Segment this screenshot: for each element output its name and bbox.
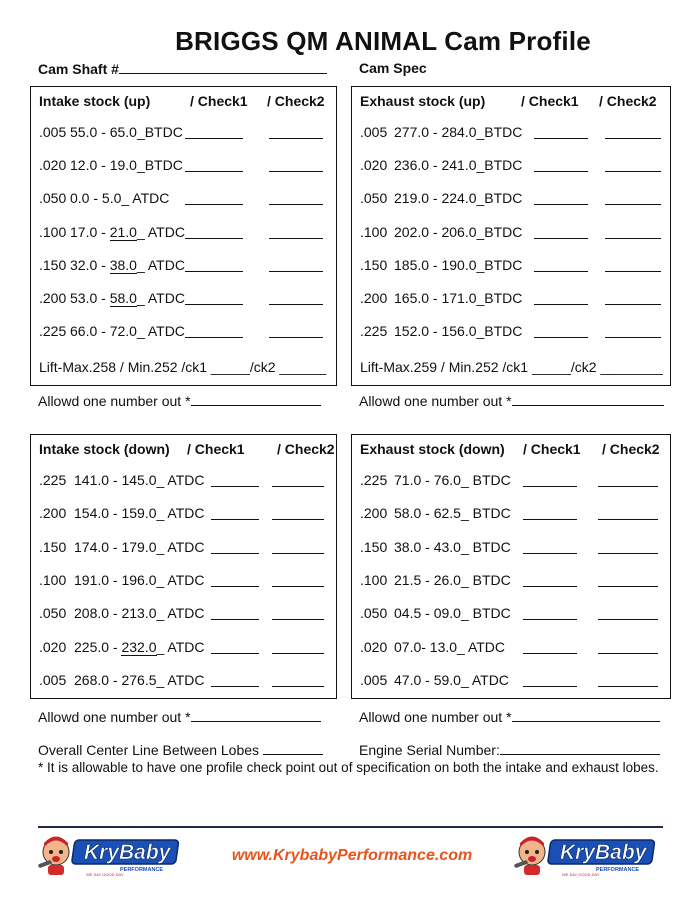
lift-point: .225 (39, 472, 67, 488)
allowed-out-exhaust-down: Allowd one number out * (359, 708, 660, 725)
degree-range: 277.0 - 284.0_BTDC (394, 124, 523, 140)
allowed-out-exhaust-up: Allowd one number out * (359, 392, 664, 409)
check1-blank[interactable] (185, 157, 243, 172)
check1-blank[interactable] (211, 539, 259, 554)
check1-blank[interactable] (523, 639, 577, 654)
check2-blank[interactable] (598, 472, 658, 487)
check2-blank[interactable] (269, 290, 323, 305)
lift-point: .005 (39, 671, 67, 688)
check2-blank[interactable] (598, 505, 658, 520)
check1-blank[interactable] (211, 472, 259, 487)
lift-point: .100 (39, 571, 67, 588)
degree-range: 55.0 - 65.0_BTDC (70, 124, 183, 140)
allowed-out-intake-down: Allowd one number out * (38, 708, 321, 725)
degree-range: 185.0 - 190.0_BTDC (394, 256, 523, 273)
degree-range: 66.0 - 72.0_ ATDC (70, 323, 185, 340)
degree-range: 174.0 - 179.0_ ATDC (74, 538, 205, 555)
check1-blank[interactable] (211, 505, 259, 520)
spec-row (360, 539, 655, 557)
check1-blank[interactable] (185, 290, 243, 305)
spec-row (39, 290, 334, 308)
spec-row (360, 323, 655, 341)
lift-point: .005 (39, 124, 67, 140)
check2-blank[interactable] (272, 639, 324, 654)
check1-blank[interactable] (534, 323, 588, 338)
serial-field: Engine Serial Number: (359, 741, 660, 758)
check1-blank[interactable] (523, 672, 577, 687)
check2-blank[interactable] (605, 224, 661, 239)
check1-blank[interactable] (534, 257, 588, 272)
check1-blank[interactable] (211, 672, 259, 687)
exhaust-up-header (360, 93, 657, 109)
degree-range: 202.0 - 206.0_BTDC (394, 223, 523, 240)
lift-point: .225 (360, 472, 388, 488)
camshaft-label: Cam Shaft # (38, 61, 119, 77)
check1-blank[interactable] (534, 124, 588, 139)
degree-range: 38.0 - 43.0_ BTDC (394, 538, 511, 555)
check2-blank[interactable] (605, 190, 661, 205)
check1-header: / Check1 (521, 93, 579, 109)
check1-blank[interactable] (185, 257, 243, 272)
allowed-blank[interactable] (512, 392, 664, 406)
lift-point: .150 (360, 538, 388, 555)
check1-blank[interactable] (185, 224, 243, 239)
lift-point: .200 (360, 505, 388, 522)
degree-range: 32.0 - 38.0_ ATDC (70, 256, 185, 273)
website-link[interactable]: www.KrybabyPerformance.com (231, 847, 473, 864)
svg-text:WE SAY GOOD DAY: WE SAY GOOD DAY (562, 872, 600, 877)
degree-range: 208.0 - 213.0_ ATDC (74, 605, 205, 622)
lift-point: .005 (360, 124, 388, 140)
degree-range: 07.0- 13.0_ ATDC (394, 638, 506, 655)
krybaby-logo-right (512, 832, 662, 878)
check2-blank[interactable] (272, 572, 324, 587)
check1-blank[interactable] (534, 190, 588, 205)
check1-blank[interactable] (185, 190, 243, 205)
check2-header: / Check2 (267, 93, 325, 109)
svg-text:WE SAY GOOD DAY: WE SAY GOOD DAY (86, 872, 124, 877)
check2-blank[interactable] (605, 157, 661, 172)
lift-point: .100 (360, 571, 388, 588)
check2-blank[interactable] (598, 572, 658, 587)
spec-row (39, 639, 334, 657)
spec-row (360, 672, 655, 690)
page-title: BRIGGS QM ANIMAL Cam Profile (175, 26, 591, 56)
degree-range: 21.5 - 26.0_ BTDC (394, 571, 511, 588)
lift-point: .150 (39, 256, 67, 273)
check1-blank[interactable] (211, 605, 259, 620)
camshaft-field (38, 60, 327, 77)
check1-blank[interactable] (523, 605, 577, 620)
check2-blank[interactable] (598, 672, 658, 687)
check1-blank[interactable] (211, 639, 259, 654)
spec-row (39, 257, 334, 275)
degree-range: 0.0 - 5.0_ ATDC (70, 190, 170, 207)
check1-blank[interactable] (523, 472, 577, 487)
spec-row (360, 572, 655, 590)
intake-up-title: Intake stock (up) (39, 93, 151, 109)
check2-blank[interactable] (605, 323, 661, 338)
intake-down-header (39, 441, 335, 457)
exhaust-up-box (351, 86, 671, 386)
spec-row (360, 124, 655, 142)
lift-point: .020 (39, 157, 67, 174)
svg-text:PERFORMANCE: PERFORMANCE (596, 867, 640, 873)
centerline-field: Overall Center Line Between Lobes (38, 741, 323, 758)
check1-blank[interactable] (523, 539, 577, 554)
intake-down-box (30, 434, 337, 699)
spec-row (360, 190, 655, 208)
check2-blank[interactable] (598, 639, 658, 654)
lift-point: .050 (39, 190, 67, 207)
check2-blank[interactable] (269, 323, 323, 338)
spec-row (39, 505, 334, 523)
degree-range: 04.5 - 09.0_ BTDC (394, 605, 511, 622)
check1-blank[interactable] (534, 290, 588, 305)
degree-range: 219.0 - 224.0_BTDC (394, 190, 523, 207)
degree-range: 225.0 - 232.0_ ATDC (74, 638, 205, 655)
spec-row (360, 224, 655, 242)
spec-row (39, 539, 334, 557)
lift-point: .050 (360, 605, 388, 622)
degree-range: 165.0 - 171.0_BTDC (394, 290, 523, 306)
spec-row (39, 572, 334, 590)
allowed-blank[interactable] (512, 708, 660, 722)
degree-range: 141.0 - 145.0_ ATDC (74, 472, 205, 488)
spec-row (39, 224, 334, 242)
lift-point: .100 (39, 223, 67, 240)
lift-point: .005 (360, 671, 388, 688)
check2-blank[interactable] (272, 605, 324, 620)
lift-point: .050 (360, 190, 388, 207)
exhaust-up-title: Exhaust stock (up) (360, 93, 486, 109)
check2-blank[interactable] (269, 257, 323, 272)
svg-text:PERFORMANCE: PERFORMANCE (120, 867, 164, 873)
degree-range: 152.0 - 156.0_BTDC (394, 323, 523, 340)
spec-row (39, 472, 334, 490)
allowed-blank[interactable] (191, 708, 321, 722)
spec-row (360, 605, 655, 623)
check1-blank[interactable] (211, 572, 259, 587)
spec-row (360, 290, 655, 308)
degree-range: 12.0 - 19.0_BTDC (70, 157, 183, 174)
check1-blank[interactable] (185, 323, 243, 338)
allowed-blank[interactable] (191, 392, 321, 406)
lift-row: Lift-Max.259 / Min.252 /ck1 _____/ck2 ________ (360, 359, 663, 375)
check2-blank[interactable] (272, 539, 324, 554)
check2-header: / Check2 (277, 441, 335, 457)
lift-point: .200 (39, 290, 67, 306)
degree-range: 47.0 - 59.0_ ATDC (394, 671, 509, 688)
check1-blank[interactable] (534, 224, 588, 239)
check2-blank[interactable] (269, 157, 323, 172)
spec-row (39, 157, 334, 175)
check1-blank[interactable] (523, 505, 577, 520)
check1-header: / Check1 (523, 441, 581, 457)
exhaust-down-box (351, 434, 671, 699)
check1-header: / Check1 (190, 93, 248, 109)
check2-blank[interactable] (272, 472, 324, 487)
camshaft-blank[interactable] (119, 60, 327, 74)
check2-blank[interactable] (269, 190, 323, 205)
degree-range: 53.0 - 58.0_ ATDC (70, 290, 185, 306)
footnote: * It is allowable to have one profile check point out of specification on both the intake and exhaust lobes. (38, 760, 659, 775)
lift-point: .020 (39, 638, 67, 655)
degree-range: 236.0 - 241.0_BTDC (394, 157, 523, 174)
lift-point: .020 (360, 638, 388, 655)
lift-point: .020 (360, 157, 388, 174)
spec-row (360, 639, 655, 657)
exhaust-down-title: Exhaust stock (down) (360, 441, 505, 457)
spec-row (360, 257, 655, 275)
check1-blank[interactable] (185, 124, 243, 139)
spec-row (360, 472, 655, 490)
spec-row (39, 672, 334, 690)
lift-point: .225 (39, 323, 67, 340)
check2-blank[interactable] (272, 672, 324, 687)
check2-header: / Check2 (602, 441, 660, 457)
intake-down-title: Intake stock (down) (39, 441, 170, 457)
check2-blank[interactable] (598, 539, 658, 554)
check2-header: / Check2 (599, 93, 657, 109)
intake-up-box (30, 86, 337, 386)
spec-row (39, 323, 334, 341)
spec-row (39, 124, 334, 142)
check2-blank[interactable] (605, 290, 661, 305)
check1-blank[interactable] (523, 572, 577, 587)
degree-range: 58.0 - 62.5_ BTDC (394, 505, 511, 522)
lift-point: .050 (39, 605, 67, 622)
intake-up-header (39, 93, 325, 109)
check2-blank[interactable] (269, 124, 323, 139)
svg-text:KryBaby: KryBaby (560, 841, 647, 864)
degree-range: 154.0 - 159.0_ ATDC (74, 505, 205, 522)
check2-blank[interactable] (272, 505, 324, 520)
baby-mascot-icon (514, 837, 545, 876)
allowed-out-intake-up: Allowd one number out * (38, 392, 321, 409)
degree-range: 268.0 - 276.5_ ATDC (74, 671, 205, 688)
check2-blank[interactable] (269, 224, 323, 239)
lift-row: Lift-Max.258 / Min.252 /ck1 _____/ck2 ______ (39, 359, 327, 375)
centerline-blank[interactable] (263, 741, 323, 755)
footer-rule (38, 826, 663, 828)
serial-blank[interactable] (500, 741, 660, 755)
degree-range: 17.0 - 21.0_ ATDC (70, 223, 185, 240)
svg-text:KryBaby: KryBaby (84, 841, 171, 864)
spec-row (39, 605, 334, 623)
spec-row (39, 190, 334, 208)
lift-point: .225 (360, 323, 388, 340)
lift-point: .200 (360, 290, 388, 306)
degree-range: 191.0 - 196.0_ ATDC (74, 571, 205, 588)
check2-blank[interactable] (605, 124, 661, 139)
lift-point: .150 (39, 538, 67, 555)
camspec-label: Cam Spec (359, 60, 427, 76)
degree-range: 71.0 - 76.0_ BTDC (394, 472, 511, 488)
exhaust-down-header (360, 441, 660, 457)
check1-header: / Check1 (187, 441, 245, 457)
check2-blank[interactable] (605, 257, 661, 272)
lift-point: .100 (360, 223, 388, 240)
lift-point: .200 (39, 505, 67, 522)
check2-blank[interactable] (598, 605, 658, 620)
check1-blank[interactable] (534, 157, 588, 172)
spec-row (360, 505, 655, 523)
spec-row (360, 157, 655, 175)
lift-point: .150 (360, 256, 388, 273)
